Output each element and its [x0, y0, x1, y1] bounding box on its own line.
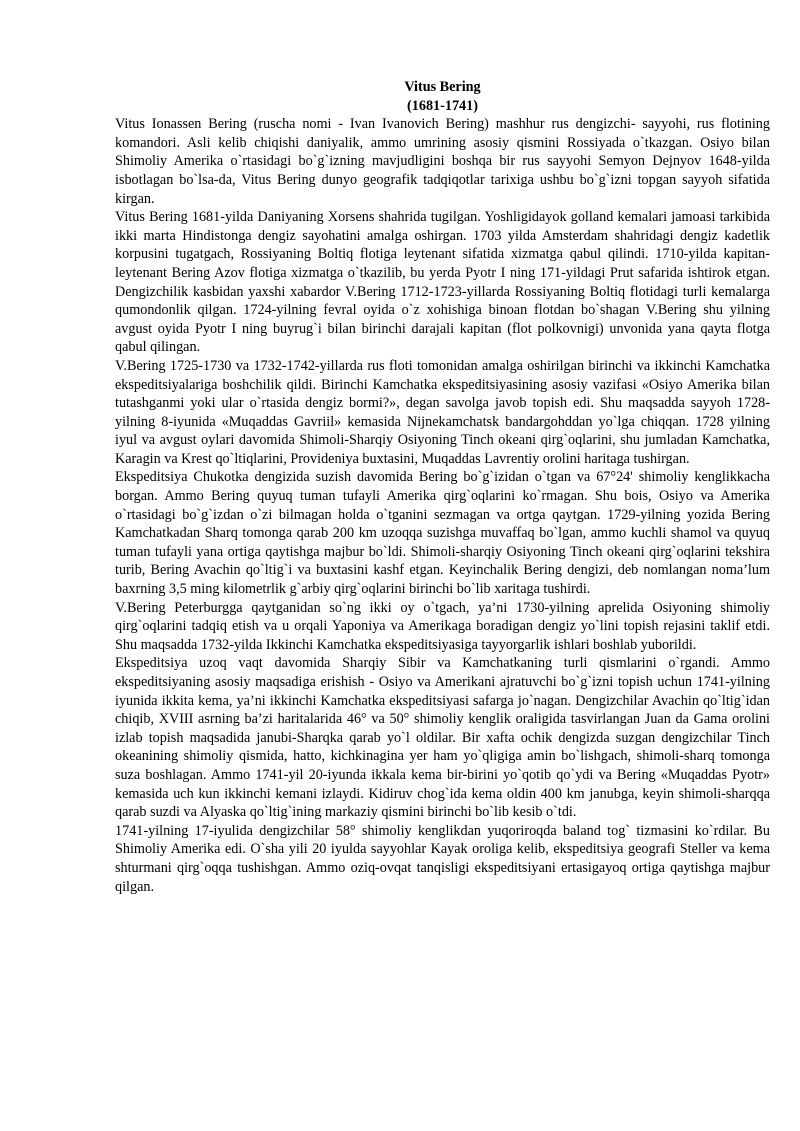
document-title: Vitus Bering [404, 79, 481, 95]
paragraph-intro: Vitus Ionassen Bering (ruscha nomi - Ivan Ivanovich Bering) mashhur rus dengizchi- sayyohi, rus flotining komandori. Asli kelib chiqishi daniyalik, ammo umrining asosiy qismini Rossiyada o`tkazgan. Osiyo bilan Shimoliy Amerika o`rtasidagi bo`g`izning mavjudligini boshqa bir rus sayyohi Semyon Dejnyov 1648-yilda isbotlagan bo`lsa-da, Vitus Bering dunyo geografik tadqiqotlar tarixiga ushbu bo`g`izni topgan sayyoh sifatida kirgan. [115, 116, 770, 207]
document-years: (1681-1741) [407, 97, 478, 114]
paragraph-chukotka: Ekspeditsiya Chukotka dengizida suzish davomida Bering bo`g`izidan o`tgan va 67°24' shimoliy kenglikkacha borgan. Ammo Bering quyuq tuman tufayli Amerika qirg`oqlarini ko`rmagan. Shu bois, Osiyo va Amerika o`rtasidagi bo`g`izdan o`zi bilmagan holda o`tganini sezmagan va ortga qaytgan. 1729-yilning yozida Bering Kamchatkadan Sharq tomonga qarab 200 km uzoqqa suzishga muvaffaq bo`lgan, ammo kuchli shamol va quyuq tuman tufayli yana ortiga qaytishga majbur bo`ldi. Shimoli-sharqiy Osiyoning Tinch okeani qirg`oqlarini tekshira turib, Bering Avachin qo`ltig`i va buxtasini kashf etgan. Keyinchalik Bering dengizi, deb nomlangan noma’lum baxrning 3,5 ming kilometrlik g`arbiy qirg`oqlarini birinchi bo`lib xaritaga tushirdi. [115, 469, 770, 598]
paragraph-first-expedition: V.Bering 1725-1730 va 1732-1742-yillarda rus floti tomonidan amalga oshirilgan birinchi va ikkinchi Kamchatka ekspeditsiyalariga boshchilik qildi. Birinchi Kamchatka ekspeditsiyasining asosiy vazifasi «Osiyo Amerika bilan tutashganmi yoki ular o`rtasida dengiz bormi?», degan savolga javob topish edi. Shu maqsadda sayyoh 1728-yilning 8-iyunida «Muqaddas Gavriil» kemasida Nijnekamchatsk bandargohddan yo`lga chiqqan. 1728 yilning iyul va avgust oylari davomida Shimoli-Sharqiy Osiyoning Tinch okeani qirg`oqlarini, shu jumladan Kamchatka, Karagin va Krest qo`ltiqlarini, Provideniya buxtasini, Muqaddas Lavrentiy orolini haritaga tushirgan. [115, 357, 770, 467]
paragraph-early-life: Vitus Bering 1681-yilda Daniyaning Xorsens shahrida tugilgan. Yoshligidayok golland kemalari jamoasi tarkibida ikki marta Hindistonga dengiz sayohatini amalga oshirgan. 1703 yilda Amsterdam shahridagi dengiz kadetlik korpusini tugatgach, Rossiyaning Boltiq flotiga leytenant sifatida xizmatga qabul qilindi. 1710-yilda kapitan-leytenant Bering Azov flotiga xizmatga o`tkazilib, bu yerda Pyotr I ning 171-yildagi Prut safarida ishtirok etgan. Dengizchilik kasbidan yaxshi xabardor V.Bering 1712-1723-yillarda Rossiyaning Boltiq flotidagi turli kemalarga qumondonlik qilgan. 1724-yilning fevral oyida o`z xohishiga binoan flotdan bo`shagan V.Bering shu yilning avgust oyida Pyotr I ning buyrug`i bilan birinchi darajali kapitan (flot polkovnigi) unvonida yana qayta flotga qabul qilingan. [115, 209, 770, 356]
paragraph-north-america: 1741-yilning 17-iyulida dengizchilar 58° shimoliy kenglikdan yuqoriroqda baland tog` tizmasini ko`rdilar. Bu Shimoliy Amerika edi. O`sha yili 20 iyulda sayyohlar Kayak oroliga kelib, ekspeditsiya geografi Steller va kema shturmani qirg`oqqa tushishgan. Ammo oziq-ovqat tanqisligi ekspeditsiyani ertasigayoq ortiga qaytishga majbur qilgan. [115, 822, 770, 895]
paragraph-return-petersburg: V.Bering Peterburgga qaytganidan so`ng ikki oy o`tgach, ya’ni 1730-yilning aprelida Osiyoning shimoliy qirg`oqlarini tadqiq etish va u orqali Yaponiya va Amerikaga boradigan dengiz yo`lini topish rejasini taklif etdi. Shu maqsadda 1732-yilda Ikkinchi Kamchatka ekspeditsiyasiga tayyorgarlik ishlari boshlab yuborildi. [115, 599, 770, 653]
paragraph-second-expedition: Ekspeditsiya uzoq vaqt davomida Sharqiy Sibir va Kamchatkaning turli qismlarini o`rgandi. Ammo ekspeditsiyaning asosiy maqsadiga erishish - Osiyo va Amerikani ajratuvchi bo`g`izni topish uchun 1741-yilning iyunida ikkita kema, ya’ni ikkinchi Kamchatka ekspeditsiyasi safarga jo`nagan. Dengizchilar Avachin qo`ltig`idan chiqib, XVIII asrning ba’zi haritalarida 46° va 50° shimoliy kenglik oraligida tasvirlangan Juan da Gama orolini izlab topish maqsadida janubi-Sharqka qarab yo`l oldilar. Bir xafta ochik dengizda suzgan dengizchilar Tinch okeanining shimoliy qismida, hatto, kichkinagina yer ham yo`qligiga amin bo`lishgach, shimoli-sharq tomonga suza boshlagan. Ammo 1741-yil 20-iyunda ikkala kema bir-birini yo`qotib qo`ydi va Bering «Muqaddas Pyotr» kemasida uch kun ikkinchi kemani izlaydi. Kidiruv chog`ida kema oldin 400 km janubga, keyin shimoli-sharqqa qarab suzdi va Alyaska qo`ltig`ining markaziy qismini birinchi bo`lib kesib o`tdi. [115, 655, 770, 821]
document-page [115, 78, 770, 896]
